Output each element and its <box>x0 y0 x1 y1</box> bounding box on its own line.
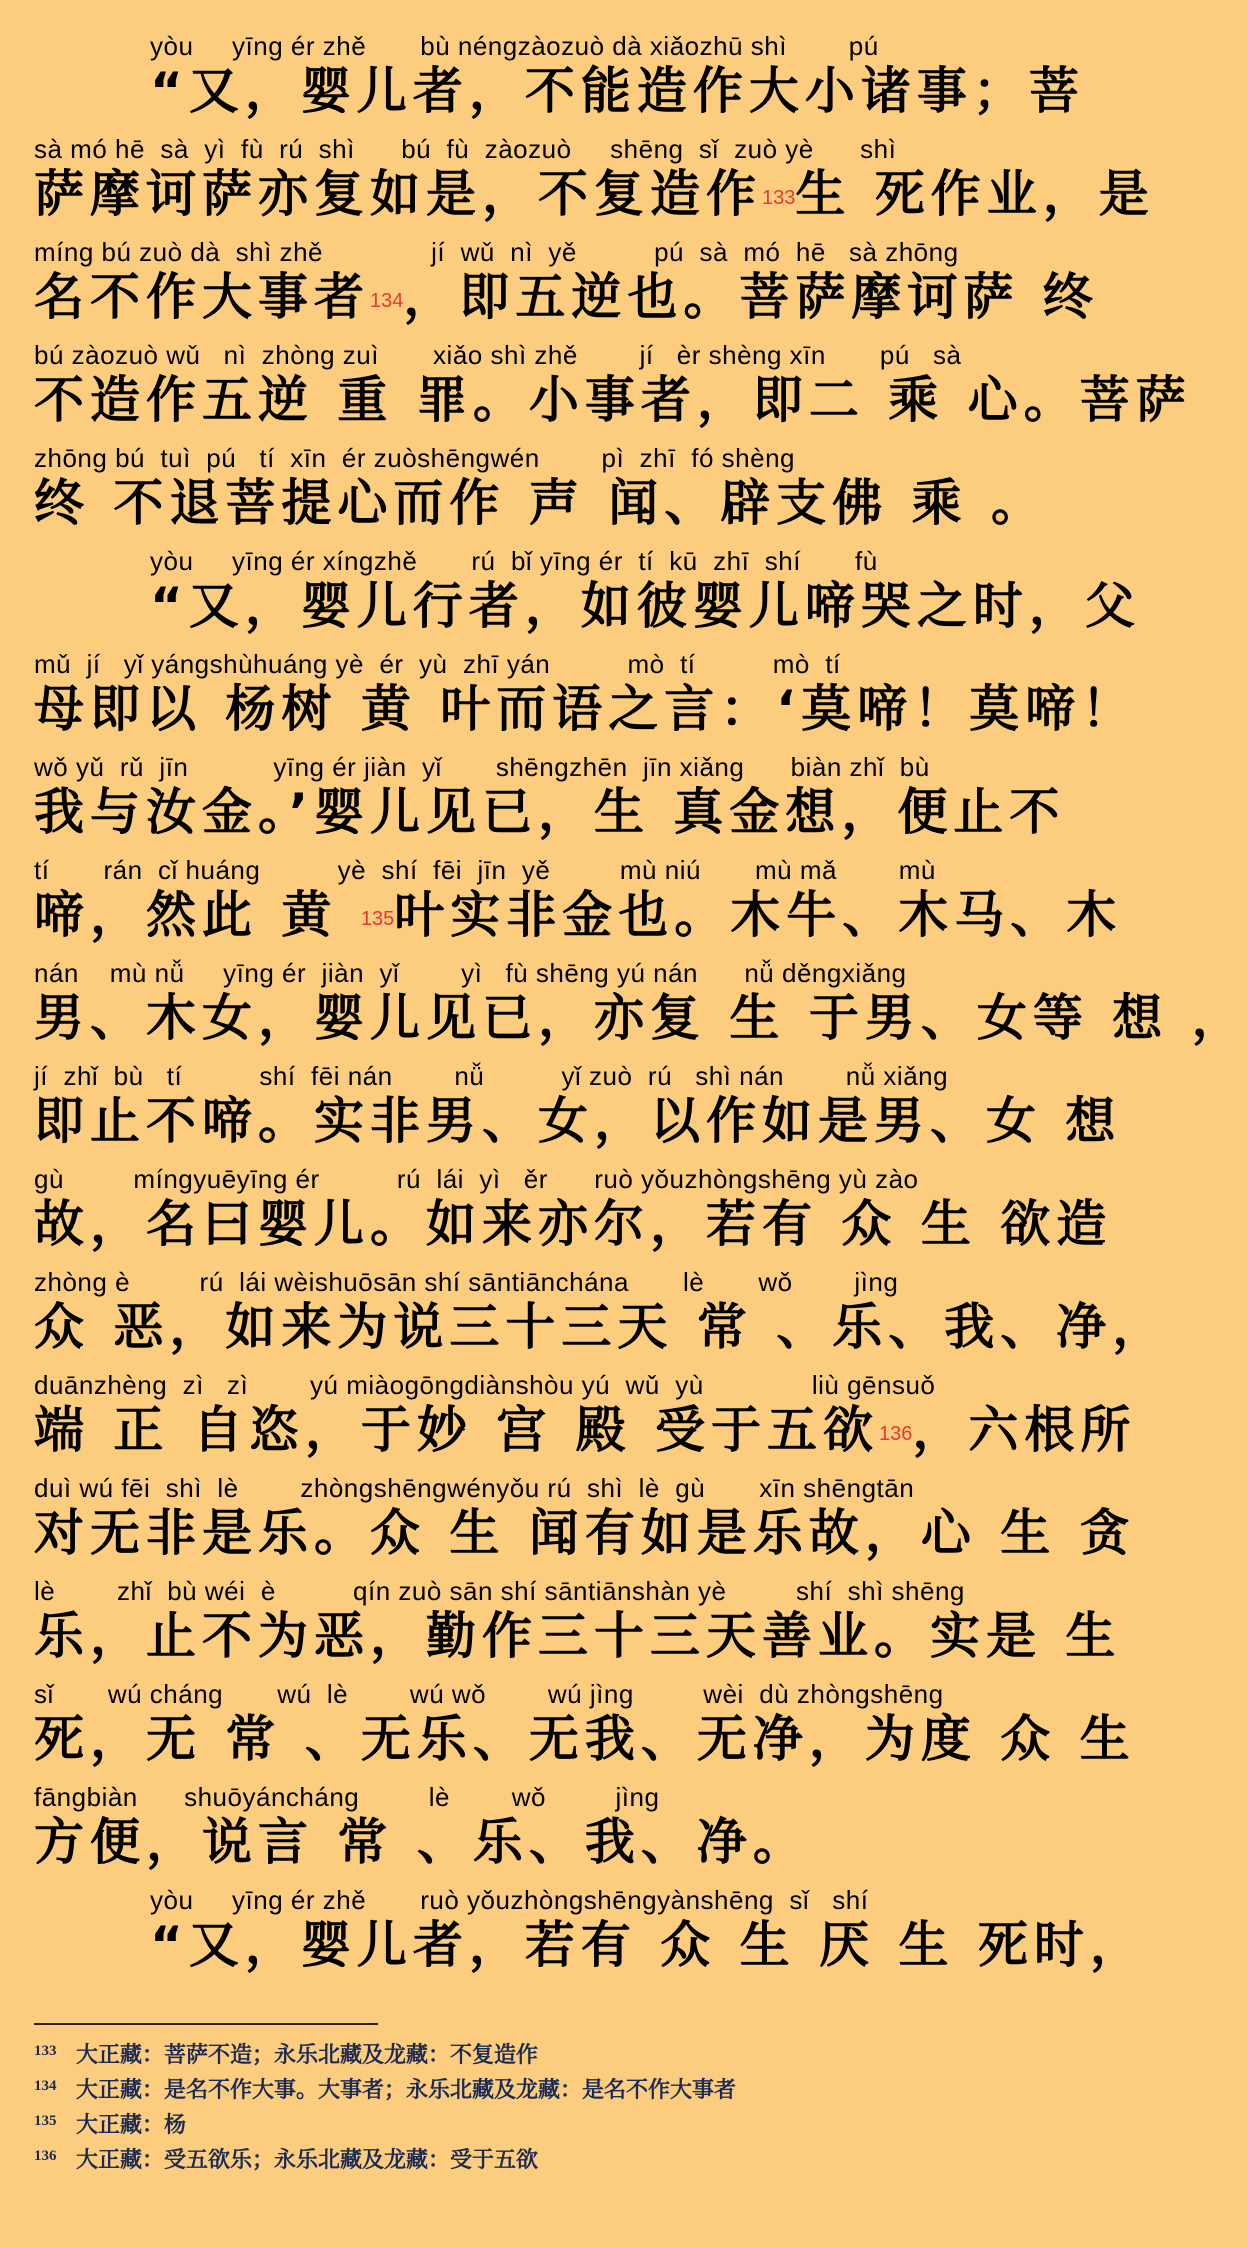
pinyin-row: yòu yīng ér zhě bù néngzàozuò dà xiǎozhū shì pú <box>150 31 879 61</box>
text-line <box>34 442 1046 542</box>
text-line <box>34 1266 1169 1366</box>
pinyin-row: míng bú zuò dà shì zhě jí wǔ nì yě pú sà mó hē sà zhōng <box>34 237 959 267</box>
pinyin-row: lè zhǐ bù wéi è qín zuò sān shí sāntiānshàn yè shí shì shēng <box>34 1576 965 1606</box>
hanzi-row: 乐，止不为恶，勤作三十三天善业。实是 生 <box>34 1607 1122 1665</box>
footnote-number: 133 <box>34 2043 57 2059</box>
pinyin-row: bú zàozuò wǔ nì zhòng zuì xiǎo shì zhě jí èr shèng xīn pú sà <box>34 340 962 370</box>
footnote-number: 136 <box>34 2148 57 2164</box>
pinyin-row: gù míngyuēyīng ér rú lái yì ěr ruò yǒuzhòngshēng yù zào <box>34 1164 919 1194</box>
text-line <box>34 648 1138 748</box>
text-line <box>34 236 1099 336</box>
footnote-marker[interactable]: 135 <box>360 908 395 930</box>
footnote <box>34 2073 1044 2108</box>
text-line <box>34 1163 1113 1263</box>
text-line <box>34 957 1248 1057</box>
hanzi-row: 对无非是乐。众 生 闻有如是乐故，心 生 贪 <box>34 1504 1136 1562</box>
pinyin-row: yòu yīng ér xíngzhě rú bǐ yīng ér tí kū zhī shí fù <box>150 546 878 576</box>
footnote <box>34 2108 1044 2143</box>
hanzi-row <box>34 884 1123 946</box>
hanzi-text: 萨摩诃萨亦复如是，不复造作 <box>34 165 762 223</box>
text-line <box>34 1369 1137 1469</box>
pinyin-row: jí zhǐ bù tí shí fēi nán nǚ yǐ zuò rú shì nán nǚ xiǎng <box>34 1061 949 1091</box>
hanzi-text: 名不作大事者 <box>34 268 370 326</box>
hanzi-row: 方便，说言 常 、乐、我、净。 <box>34 1813 809 1871</box>
hanzi-row: “又，婴儿者，不能造作大小诸事；菩 <box>150 62 1085 120</box>
text-line <box>150 1884 1146 1984</box>
hanzi-text: ，六根所 <box>912 1401 1137 1459</box>
text-line <box>150 545 1141 645</box>
text-line <box>150 30 1085 130</box>
footnote-text: 大正藏：受五欲乐；永乐北藏及龙藏：受于五欲 <box>76 2147 539 2173</box>
text-line <box>34 1781 1046 1881</box>
pinyin-row: sà mó hē sà yì fù rú shì bú fù zàozuò shēng sǐ zuò yè shì <box>34 134 897 164</box>
hanzi-row: 我与汝金。’婴儿见已，生 真金想，便止不 <box>34 783 1066 841</box>
hanzi-text: 生 死作业，是 <box>795 165 1155 223</box>
pinyin-row: fāngbiàn shuōyáncháng lè wǒ jìng <box>34 1782 660 1812</box>
hanzi-row: 即止不啼。实非男、女，以作如是男、女 想 <box>34 1092 1122 1150</box>
pinyin-row: duì wú fēi shì lè zhòngshēngwényǒu rú shì lè gù xīn shēngtān <box>34 1473 915 1503</box>
pinyin-row: tí rán cǐ huáng yè shí fēi jīn yě mù niú mù mǎ mù <box>34 855 936 885</box>
hanzi-row: 男、木女，婴儿见已，亦复 生 于男、女等 想 ， <box>34 989 1248 1047</box>
hanzi-row: 众 恶，如来为说三十三天 常 、乐、我、净， <box>34 1298 1169 1356</box>
hanzi-text: 端 正 自恣，于妙 宫 殿 受于五欲 <box>34 1401 880 1459</box>
text-line <box>34 1575 1122 1675</box>
text-line <box>34 1678 1136 1778</box>
pinyin-row: sǐ wú cháng wú lè wú wǒ wú jìng wèi dù zhòngshēng <box>34 1679 944 1709</box>
hanzi-text: 啼，然此 黄 <box>34 886 361 944</box>
pinyin-row: wǒ yǔ rǔ jīn yīng ér jiàn yǐ shēngzhēn jīn xiǎng biàn zhǐ bù <box>34 752 930 782</box>
pinyin-row: zhōng bú tuì pú tí xīn ér zuòshēngwén pì zhī fó shèng <box>34 443 795 473</box>
text-line <box>34 854 1123 954</box>
footnote-divider <box>34 2023 378 2025</box>
hanzi-text: 叶实非金也。木牛、木马、木 <box>394 886 1123 944</box>
pinyin-row: nán mù nǚ yīng ér jiàn yǐ yì fù shēng yú nán nǚ děngxiǎng <box>34 958 907 988</box>
hanzi-text: ，即五逆也。菩萨摩诃萨 终 <box>403 268 1099 326</box>
footnote-text: 大正藏：杨 <box>76 2112 187 2138</box>
text-line <box>34 1472 1136 1572</box>
hanzi-row: 终 不退菩提心而作 声 闻、辟支佛 乘 。 <box>34 474 1048 532</box>
footnote <box>34 2038 1044 2073</box>
hanzi-row <box>34 1399 1137 1461</box>
footnote-text: 大正藏：是名不作大事。大事者；永乐北藏及龙藏：是名不作大事者 <box>76 2077 737 2103</box>
hanzi-row: 死，无 常 、无乐、无我、无净，为度 众 生 <box>34 1710 1136 1768</box>
footnote-number: 135 <box>34 2113 57 2129</box>
hanzi-row: “又，婴儿行者，如彼婴儿啼哭之时，父 <box>150 577 1141 635</box>
hanzi-row: 不造作五逆 重 罪。小事者，即二 乘 心。菩萨 <box>34 371 1192 429</box>
text-line <box>34 339 1192 439</box>
text-line <box>34 133 1155 233</box>
hanzi-row: 故，名曰婴儿。如来亦尔，若有 众 生 欲造 <box>34 1195 1113 1253</box>
pinyin-row: zhòng è rú lái wèishuōsān shí sāntiānchána lè wǒ jìng <box>34 1267 899 1297</box>
footnote-marker[interactable]: 134 <box>370 290 404 312</box>
footnote-marker[interactable]: 136 <box>879 1423 913 1445</box>
pinyin-row: mǔ jí yǐ yángshùhuáng yè ér yù zhī yán mò tí mò tí <box>34 649 841 679</box>
text-line <box>34 751 1066 851</box>
hanzi-row: “又，婴儿者，若有 众 生 厌 生 死时， <box>150 1916 1146 1974</box>
footnote-number: 134 <box>34 2078 57 2094</box>
footnotes <box>34 2038 1044 2178</box>
footnote-marker[interactable]: 133 <box>762 187 796 209</box>
hanzi-row <box>34 163 1155 225</box>
pinyin-row: yòu yīng ér zhě ruò yǒuzhòngshēngyànshēng sǐ shí <box>150 1885 869 1915</box>
hanzi-row: 母即以 杨树 黄 叶而语之言：‘莫啼！莫啼！ <box>34 680 1138 738</box>
footnote <box>34 2143 1044 2178</box>
hanzi-row <box>34 266 1099 328</box>
pinyin-row: duānzhèng zì zì yú miàogōngdiànshòu yú wǔ yù liù gēnsuǒ <box>34 1370 936 1400</box>
text-line <box>34 1060 1122 1160</box>
footnote-text: 大正藏：菩萨不造；永乐北藏及龙藏：不复造作 <box>76 2042 539 2068</box>
